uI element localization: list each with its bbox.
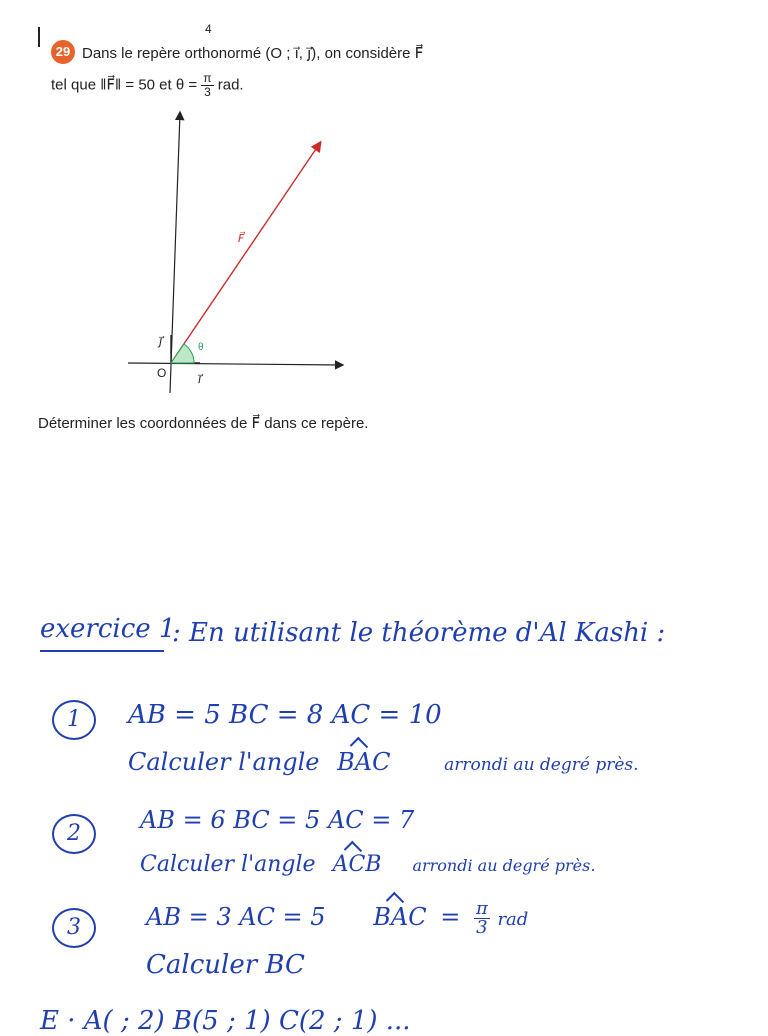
margin-bar [38, 27, 40, 47]
item-1-given: AB = 5 BC = 8 AC = 10 [128, 700, 442, 730]
handwritten-instruction: : En utilisant le théorème d'Al Kashi : [172, 618, 666, 648]
item-3-fraction-denominator: 3 [476, 917, 488, 938]
item-1-task-suffix: arrondi au degré près. [444, 755, 639, 775]
handwritten-title: exercice 1 [40, 614, 176, 644]
item-3-unit: rad [497, 909, 529, 930]
exercise-statement-line1: Dans le repère orthonormé (O ; i⃗, j⃗), on considère F⃗ [82, 45, 424, 62]
item-3-fraction [474, 900, 490, 937]
j-label: j⃗ [159, 334, 163, 348]
item-3-given-values: AB = 3 AC = 5 [146, 903, 326, 931]
i-label: i⃗ [198, 372, 202, 386]
item-2-task-suffix: arrondi au degré près. [412, 856, 596, 875]
item-3-fraction-numerator: π [475, 898, 488, 919]
item-3-equals: = [440, 903, 461, 931]
item-2-number: 2 [52, 814, 96, 854]
item-2-angle: ACB [332, 852, 382, 877]
item-2-given: AB = 6 BC = 5 AC = 7 [140, 806, 415, 834]
bottom-partial-line: E · A( ; 2) B(5 ; 1) C(2 ; 1) ... [40, 1006, 411, 1036]
angle-fraction [201, 72, 213, 99]
exercise-question: Déterminer les coordonnées de F⃗ dans ce repère. [38, 415, 369, 432]
fraction-numerator: π [203, 71, 212, 85]
origin-label: O [157, 366, 167, 380]
item-1-number: 1 [52, 700, 96, 740]
vector-label: F⃗ [238, 233, 245, 245]
vector-f [171, 143, 320, 363]
item-1-angle: BAC [337, 748, 391, 776]
title-underline [40, 650, 164, 652]
angle-arc [171, 344, 194, 363]
item-3-given [146, 900, 528, 937]
exercise-number-badge: 29 [51, 40, 75, 64]
exercise-statement-line2 [51, 72, 244, 99]
x-axis [128, 363, 342, 365]
item-3-task: Calculer BC [146, 950, 305, 980]
angle-label: θ [198, 342, 204, 353]
item-1-task [128, 748, 639, 776]
statement-line2-suffix: rad. [217, 76, 244, 94]
item-2-task-prefix: Calculer l'angle [140, 852, 316, 877]
fraction-denominator: 3 [204, 85, 211, 99]
item-1-task-prefix: Calculer l'angle [128, 748, 320, 776]
item-3-angle: BAC [373, 903, 427, 931]
page-number: 4 [205, 22, 212, 36]
vector-figure [120, 105, 360, 395]
item-2-task [140, 852, 595, 877]
item-3-number: 3 [52, 908, 96, 948]
statement-line2-prefix: tel que ‖F⃗‖ = 50 et θ = [51, 76, 198, 94]
